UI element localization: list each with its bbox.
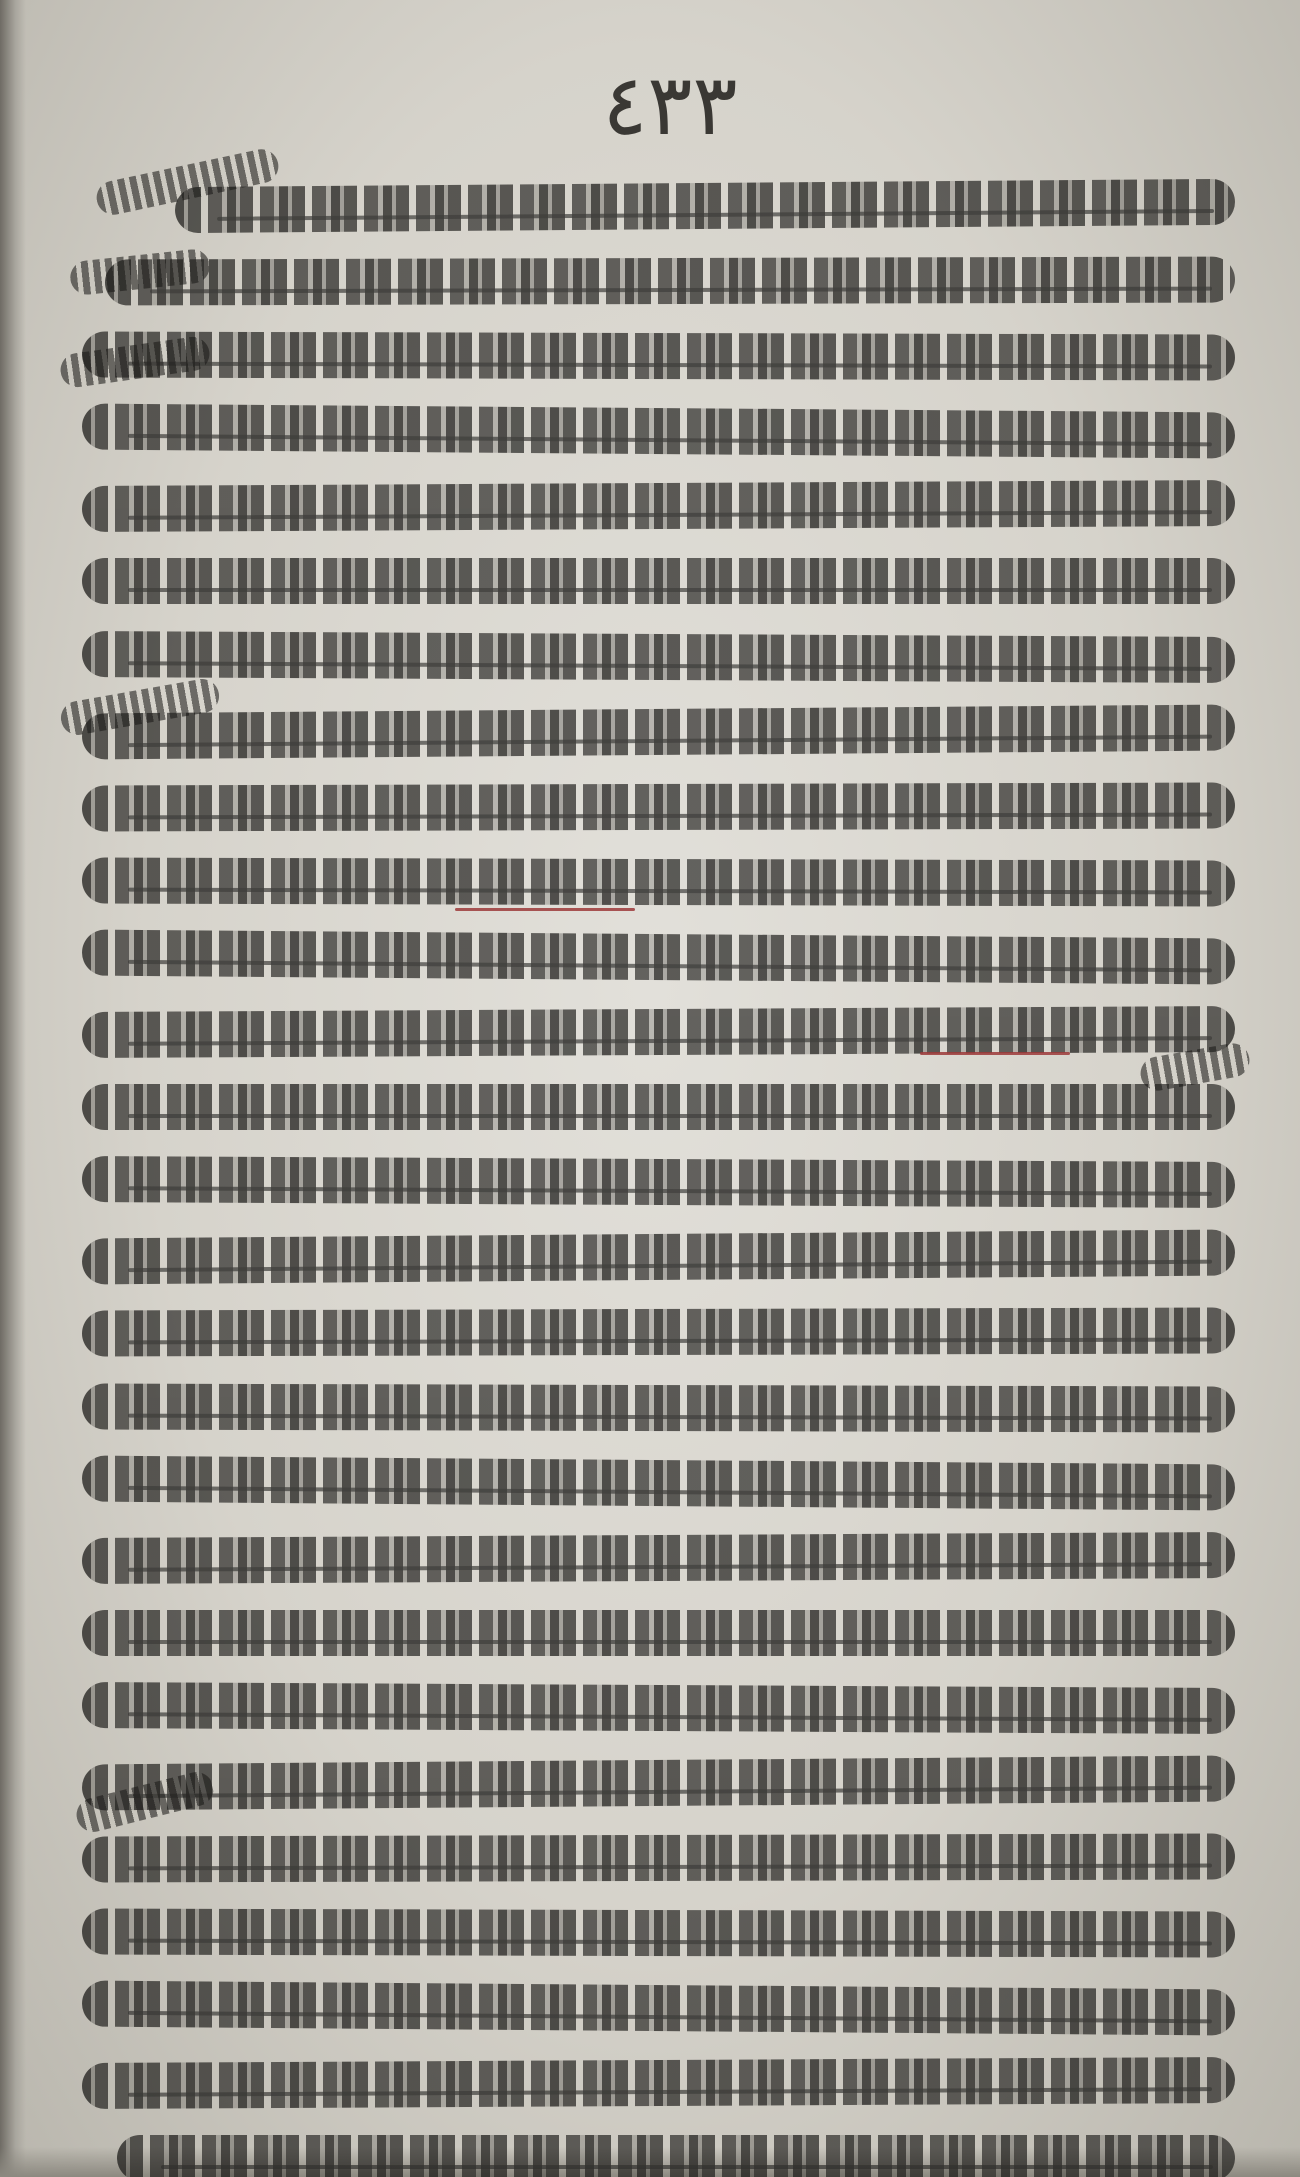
handwriting-stroke: [82, 1682, 1236, 1734]
handwriting-stroke: [82, 1909, 1235, 1958]
manuscript-line: [70, 926, 1235, 995]
handwriting-stroke: [82, 1610, 1235, 1656]
manuscript-line: [70, 250, 1235, 319]
manuscript-line: [70, 1527, 1235, 1596]
handwriting-stroke: [81, 1455, 1235, 1510]
handwriting-stroke: [82, 480, 1236, 532]
manuscript-line: [70, 1977, 1235, 2046]
manuscript-line: [70, 1377, 1235, 1446]
handwriting-stroke: [81, 929, 1235, 984]
handwriting-stroke: [82, 558, 1235, 604]
handwriting-stroke: [82, 1084, 1235, 1130]
handwriting-stroke: [82, 1006, 1236, 1058]
page-left-edge-shadow: [0, 0, 26, 2177]
manuscript-line: [70, 2127, 1235, 2177]
handwriting-stroke: [81, 1981, 1235, 2036]
manuscript-line: [70, 626, 1235, 695]
handwriting-stroke: [81, 404, 1235, 459]
handwriting-stroke: [82, 1834, 1235, 1883]
handwriting-stroke: [82, 857, 1235, 906]
manuscript-line: [70, 2052, 1235, 2121]
handwriting-stroke: [82, 782, 1235, 831]
manuscript-line: [70, 701, 1235, 770]
handwriting-stroke: [81, 704, 1235, 759]
folio-number: ٤٣٣: [602, 56, 738, 154]
handwritten-text-block: [70, 175, 1235, 2135]
manuscript-line: [70, 1677, 1235, 1746]
manuscript-line: [70, 550, 1235, 619]
manuscript-line: [70, 1902, 1235, 1971]
handwriting-stroke: [81, 1230, 1235, 1285]
handwriting-stroke: [81, 1755, 1235, 1810]
manuscript-line: [70, 475, 1235, 544]
handwriting-stroke: [82, 1156, 1236, 1208]
handwriting-stroke: [82, 631, 1236, 683]
manuscript-line: [70, 1602, 1235, 1671]
manuscript-line: [70, 1827, 1235, 1896]
manuscript-line: [70, 1452, 1235, 1521]
handwriting-stroke: [117, 2135, 1235, 2177]
manuscript-line: [70, 325, 1235, 394]
manuscript-line: [70, 1151, 1235, 1220]
handwriting-stroke: [82, 1532, 1236, 1584]
manuscript-line: [70, 1001, 1235, 1070]
handwriting-stroke: [82, 2057, 1236, 2109]
manuscript-line: [70, 1301, 1235, 1370]
handwriting-stroke: [175, 179, 1235, 233]
manuscript-line: [70, 776, 1235, 845]
handwriting-stroke: [105, 257, 1235, 306]
manuscript-line: [70, 1752, 1235, 1821]
manuscript-line: [70, 1226, 1235, 1295]
rubric-underline-1: [455, 908, 635, 911]
handwriting-stroke: [82, 1308, 1235, 1357]
handwriting-stroke: [82, 1383, 1235, 1432]
handwriting-stroke: [82, 332, 1235, 381]
rubric-underline-2: [920, 1052, 1070, 1055]
manuscript-line: [70, 1076, 1235, 1145]
manuscript-line: [70, 400, 1235, 469]
manuscript-line: [70, 851, 1235, 920]
